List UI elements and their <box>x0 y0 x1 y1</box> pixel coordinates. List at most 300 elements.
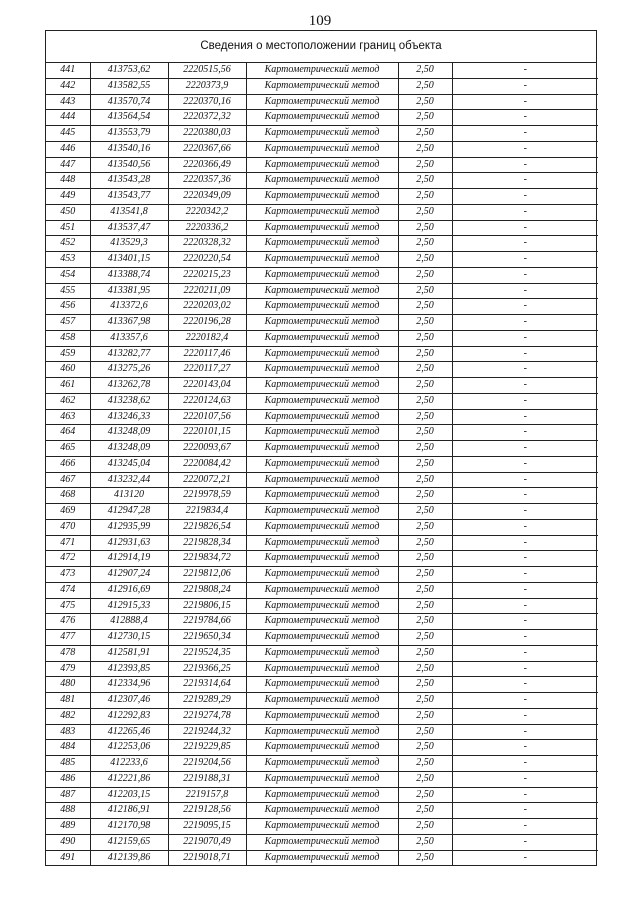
x-coordinate-cell: 412916,69 <box>90 582 168 598</box>
method-cell: Картометрический метод <box>246 220 398 236</box>
description-cell: - <box>452 362 598 378</box>
x-coordinate-cell: 413245,04 <box>90 456 168 472</box>
method-cell: Картометрический метод <box>246 283 398 299</box>
boundary-points-table <box>46 63 598 865</box>
table-row <box>46 582 598 598</box>
method-cell: Картометрический метод <box>246 645 398 661</box>
point-number-cell: 489 <box>46 819 90 835</box>
point-number-cell: 463 <box>46 409 90 425</box>
description-cell: - <box>452 141 598 157</box>
method-cell: Картометрический метод <box>246 378 398 394</box>
y-coordinate-cell: 2220117,46 <box>168 346 246 362</box>
x-coordinate-cell: 412935,99 <box>90 519 168 535</box>
method-cell: Картометрический метод <box>246 661 398 677</box>
x-coordinate-cell: 413753,62 <box>90 63 168 78</box>
table-row <box>46 267 598 283</box>
table-row <box>46 850 598 865</box>
method-cell: Картометрический метод <box>246 362 398 378</box>
y-coordinate-cell: 2219978,59 <box>168 488 246 504</box>
description-cell: - <box>452 63 598 78</box>
description-cell: - <box>452 614 598 630</box>
accuracy-cell: 2,50 <box>398 771 452 787</box>
table-row <box>46 110 598 126</box>
accuracy-cell: 2,50 <box>398 551 452 567</box>
point-number-cell: 461 <box>46 378 90 394</box>
point-number-cell: 485 <box>46 756 90 772</box>
table-row <box>46 756 598 772</box>
point-number-cell: 471 <box>46 535 90 551</box>
table-row <box>46 740 598 756</box>
y-coordinate-cell: 2219808,24 <box>168 582 246 598</box>
description-cell: - <box>452 189 598 205</box>
description-cell: - <box>452 94 598 110</box>
y-coordinate-cell: 2219784,66 <box>168 614 246 630</box>
table-row <box>46 409 598 425</box>
point-number-cell: 455 <box>46 283 90 299</box>
point-number-cell: 449 <box>46 189 90 205</box>
x-coordinate-cell: 413357,6 <box>90 330 168 346</box>
table-row <box>46 362 598 378</box>
x-coordinate-cell: 413540,16 <box>90 141 168 157</box>
description-cell: - <box>452 315 598 331</box>
method-cell: Картометрический метод <box>246 551 398 567</box>
x-coordinate-cell: 412203,15 <box>90 787 168 803</box>
point-number-cell: 457 <box>46 315 90 331</box>
x-coordinate-cell: 413248,09 <box>90 425 168 441</box>
description-cell: - <box>452 724 598 740</box>
y-coordinate-cell: 2219018,71 <box>168 850 246 865</box>
table-row <box>46 441 598 457</box>
y-coordinate-cell: 2220373,9 <box>168 78 246 94</box>
x-coordinate-cell: 413388,74 <box>90 267 168 283</box>
y-coordinate-cell: 2219834,72 <box>168 551 246 567</box>
description-cell: - <box>452 567 598 583</box>
accuracy-cell: 2,50 <box>398 488 452 504</box>
table-row <box>46 393 598 409</box>
y-coordinate-cell: 2220380,03 <box>168 126 246 142</box>
accuracy-cell: 2,50 <box>398 362 452 378</box>
accuracy-cell: 2,50 <box>398 283 452 299</box>
description-cell: - <box>452 771 598 787</box>
y-coordinate-cell: 2220093,67 <box>168 441 246 457</box>
table-row <box>46 236 598 252</box>
description-cell: - <box>452 173 598 189</box>
point-number-cell: 476 <box>46 614 90 630</box>
accuracy-cell: 2,50 <box>398 535 452 551</box>
method-cell: Картометрический метод <box>246 488 398 504</box>
point-number-cell: 482 <box>46 708 90 724</box>
y-coordinate-cell: 2220211,09 <box>168 283 246 299</box>
accuracy-cell: 2,50 <box>398 110 452 126</box>
description-cell: - <box>452 740 598 756</box>
point-number-cell: 448 <box>46 173 90 189</box>
point-number-cell: 470 <box>46 519 90 535</box>
table-row <box>46 661 598 677</box>
description-cell: - <box>452 630 598 646</box>
y-coordinate-cell: 2220101,15 <box>168 425 246 441</box>
y-coordinate-cell: 2219806,15 <box>168 598 246 614</box>
x-coordinate-cell: 413570,74 <box>90 94 168 110</box>
accuracy-cell: 2,50 <box>398 724 452 740</box>
y-coordinate-cell: 2219229,85 <box>168 740 246 756</box>
table-row <box>46 724 598 740</box>
point-number-cell: 473 <box>46 567 90 583</box>
description-cell: - <box>452 393 598 409</box>
description-cell: - <box>452 267 598 283</box>
point-number-cell: 451 <box>46 220 90 236</box>
y-coordinate-cell: 2220372,32 <box>168 110 246 126</box>
point-number-cell: 453 <box>46 252 90 268</box>
accuracy-cell: 2,50 <box>398 850 452 865</box>
y-coordinate-cell: 2220084,42 <box>168 456 246 472</box>
x-coordinate-cell: 412221,86 <box>90 771 168 787</box>
method-cell: Картометрический метод <box>246 330 398 346</box>
table-row <box>46 598 598 614</box>
x-coordinate-cell: 412334,96 <box>90 677 168 693</box>
x-coordinate-cell: 413553,79 <box>90 126 168 142</box>
method-cell: Картометрический метод <box>246 189 398 205</box>
table-row <box>46 94 598 110</box>
table-row <box>46 488 598 504</box>
table-row <box>46 834 598 850</box>
method-cell: Картометрический метод <box>246 708 398 724</box>
x-coordinate-cell: 413246,33 <box>90 409 168 425</box>
accuracy-cell: 2,50 <box>398 567 452 583</box>
description-cell: - <box>452 330 598 346</box>
description-cell: - <box>452 441 598 457</box>
x-coordinate-cell: 412907,24 <box>90 567 168 583</box>
accuracy-cell: 2,50 <box>398 94 452 110</box>
x-coordinate-cell: 413248,09 <box>90 441 168 457</box>
point-number-cell: 478 <box>46 645 90 661</box>
y-coordinate-cell: 2220367,66 <box>168 141 246 157</box>
x-coordinate-cell: 412170,98 <box>90 819 168 835</box>
y-coordinate-cell: 2220515,56 <box>168 63 246 78</box>
x-coordinate-cell: 413543,28 <box>90 173 168 189</box>
method-cell: Картометрический метод <box>246 598 398 614</box>
y-coordinate-cell: 2220328,32 <box>168 236 246 252</box>
point-number-cell: 481 <box>46 693 90 709</box>
description-cell: - <box>452 787 598 803</box>
accuracy-cell: 2,50 <box>398 504 452 520</box>
method-cell: Картометрический метод <box>246 409 398 425</box>
table-row <box>46 819 598 835</box>
accuracy-cell: 2,50 <box>398 157 452 173</box>
method-cell: Картометрический метод <box>246 787 398 803</box>
x-coordinate-cell: 413262,78 <box>90 378 168 394</box>
x-coordinate-cell: 412914,19 <box>90 551 168 567</box>
table-row <box>46 346 598 362</box>
y-coordinate-cell: 2219204,56 <box>168 756 246 772</box>
accuracy-cell: 2,50 <box>398 756 452 772</box>
accuracy-cell: 2,50 <box>398 614 452 630</box>
method-cell: Картометрический метод <box>246 425 398 441</box>
accuracy-cell: 2,50 <box>398 141 452 157</box>
accuracy-cell: 2,50 <box>398 78 452 94</box>
accuracy-cell: 2,50 <box>398 126 452 142</box>
accuracy-cell: 2,50 <box>398 645 452 661</box>
description-cell: - <box>452 157 598 173</box>
description-cell: - <box>452 110 598 126</box>
x-coordinate-cell: 413367,98 <box>90 315 168 331</box>
point-number-cell: 477 <box>46 630 90 646</box>
point-number-cell: 441 <box>46 63 90 78</box>
accuracy-cell: 2,50 <box>398 330 452 346</box>
point-number-cell: 486 <box>46 771 90 787</box>
description-cell: - <box>452 645 598 661</box>
method-cell: Картометрический метод <box>246 173 398 189</box>
table-row <box>46 299 598 315</box>
point-number-cell: 467 <box>46 472 90 488</box>
table-body <box>46 63 598 865</box>
accuracy-cell: 2,50 <box>398 299 452 315</box>
table-row <box>46 519 598 535</box>
y-coordinate-cell: 2220107,56 <box>168 409 246 425</box>
point-number-cell: 491 <box>46 850 90 865</box>
description-cell: - <box>452 504 598 520</box>
x-coordinate-cell: 412186,91 <box>90 803 168 819</box>
point-number-cell: 483 <box>46 724 90 740</box>
table-row <box>46 708 598 724</box>
x-coordinate-cell: 413238,62 <box>90 393 168 409</box>
table-row <box>46 645 598 661</box>
method-cell: Картометрический метод <box>246 472 398 488</box>
method-cell: Картометрический метод <box>246 299 398 315</box>
method-cell: Картометрический метод <box>246 204 398 220</box>
table-title: Сведения о местоположении границ объекта <box>46 31 596 63</box>
point-number-cell: 446 <box>46 141 90 157</box>
x-coordinate-cell: 413582,55 <box>90 78 168 94</box>
x-coordinate-cell: 412292,83 <box>90 708 168 724</box>
accuracy-cell: 2,50 <box>398 236 452 252</box>
description-cell: - <box>452 803 598 819</box>
method-cell: Картометрический метод <box>246 630 398 646</box>
description-cell: - <box>452 519 598 535</box>
table-row <box>46 330 598 346</box>
method-cell: Картометрический метод <box>246 834 398 850</box>
description-cell: - <box>452 488 598 504</box>
x-coordinate-cell: 413120 <box>90 488 168 504</box>
y-coordinate-cell: 2220182,4 <box>168 330 246 346</box>
point-number-cell: 474 <box>46 582 90 598</box>
accuracy-cell: 2,50 <box>398 740 452 756</box>
table-row <box>46 126 598 142</box>
table-row <box>46 504 598 520</box>
table-row <box>46 78 598 94</box>
accuracy-cell: 2,50 <box>398 519 452 535</box>
method-cell: Картометрический метод <box>246 519 398 535</box>
table-row <box>46 567 598 583</box>
method-cell: Картометрический метод <box>246 677 398 693</box>
x-coordinate-cell: 413564,54 <box>90 110 168 126</box>
x-coordinate-cell: 413381,95 <box>90 283 168 299</box>
description-cell: - <box>452 551 598 567</box>
point-number-cell: 459 <box>46 346 90 362</box>
accuracy-cell: 2,50 <box>398 267 452 283</box>
point-number-cell: 475 <box>46 598 90 614</box>
method-cell: Картометрический метод <box>246 141 398 157</box>
method-cell: Картометрический метод <box>246 110 398 126</box>
x-coordinate-cell: 412581,91 <box>90 645 168 661</box>
x-coordinate-cell: 412265,46 <box>90 724 168 740</box>
table-row <box>46 141 598 157</box>
description-cell: - <box>452 708 598 724</box>
accuracy-cell: 2,50 <box>398 393 452 409</box>
x-coordinate-cell: 413540,56 <box>90 157 168 173</box>
description-cell: - <box>452 582 598 598</box>
y-coordinate-cell: 2219826,54 <box>168 519 246 535</box>
table-row <box>46 220 598 236</box>
x-coordinate-cell: 413372,6 <box>90 299 168 315</box>
point-number-cell: 490 <box>46 834 90 850</box>
point-number-cell: 464 <box>46 425 90 441</box>
point-number-cell: 488 <box>46 803 90 819</box>
y-coordinate-cell: 2219095,15 <box>168 819 246 835</box>
description-cell: - <box>452 456 598 472</box>
point-number-cell: 484 <box>46 740 90 756</box>
table-row <box>46 173 598 189</box>
table-row <box>46 425 598 441</box>
table-row <box>46 630 598 646</box>
table-row <box>46 771 598 787</box>
y-coordinate-cell: 2220342,2 <box>168 204 246 220</box>
x-coordinate-cell: 412307,46 <box>90 693 168 709</box>
point-number-cell: 479 <box>46 661 90 677</box>
y-coordinate-cell: 2219274,78 <box>168 708 246 724</box>
accuracy-cell: 2,50 <box>398 441 452 457</box>
method-cell: Картометрический метод <box>246 819 398 835</box>
y-coordinate-cell: 2220366,49 <box>168 157 246 173</box>
method-cell: Картометрический метод <box>246 78 398 94</box>
y-coordinate-cell: 2220370,16 <box>168 94 246 110</box>
accuracy-cell: 2,50 <box>398 204 452 220</box>
accuracy-cell: 2,50 <box>398 472 452 488</box>
accuracy-cell: 2,50 <box>398 598 452 614</box>
point-number-cell: 445 <box>46 126 90 142</box>
method-cell: Картометрический метод <box>246 456 398 472</box>
method-cell: Картометрический метод <box>246 724 398 740</box>
description-cell: - <box>452 472 598 488</box>
table-row <box>46 614 598 630</box>
table-row <box>46 204 598 220</box>
table-row <box>46 551 598 567</box>
point-number-cell: 454 <box>46 267 90 283</box>
x-coordinate-cell: 413541,8 <box>90 204 168 220</box>
table-row <box>46 787 598 803</box>
description-cell: - <box>452 598 598 614</box>
point-number-cell: 466 <box>46 456 90 472</box>
description-cell: - <box>452 126 598 142</box>
point-number-cell: 469 <box>46 504 90 520</box>
accuracy-cell: 2,50 <box>398 425 452 441</box>
description-cell: - <box>452 236 598 252</box>
method-cell: Картометрический метод <box>246 614 398 630</box>
x-coordinate-cell: 413282,77 <box>90 346 168 362</box>
description-cell: - <box>452 299 598 315</box>
description-cell: - <box>452 677 598 693</box>
table-row <box>46 378 598 394</box>
description-cell: - <box>452 661 598 677</box>
accuracy-cell: 2,50 <box>398 677 452 693</box>
y-coordinate-cell: 2220143,04 <box>168 378 246 394</box>
table-row <box>46 693 598 709</box>
table-row <box>46 283 598 299</box>
accuracy-cell: 2,50 <box>398 252 452 268</box>
description-cell: - <box>452 346 598 362</box>
y-coordinate-cell: 2219188,31 <box>168 771 246 787</box>
table-row <box>46 803 598 819</box>
x-coordinate-cell: 412233,6 <box>90 756 168 772</box>
table-row <box>46 252 598 268</box>
description-cell: - <box>452 283 598 299</box>
x-coordinate-cell: 412947,28 <box>90 504 168 520</box>
accuracy-cell: 2,50 <box>398 819 452 835</box>
description-cell: - <box>452 378 598 394</box>
x-coordinate-cell: 412915,33 <box>90 598 168 614</box>
description-cell: - <box>452 756 598 772</box>
x-coordinate-cell: 413537,47 <box>90 220 168 236</box>
y-coordinate-cell: 2219812,06 <box>168 567 246 583</box>
point-number-cell: 450 <box>46 204 90 220</box>
point-number-cell: 480 <box>46 677 90 693</box>
y-coordinate-cell: 2220203,02 <box>168 299 246 315</box>
method-cell: Картометрический метод <box>246 850 398 865</box>
table-row <box>46 677 598 693</box>
accuracy-cell: 2,50 <box>398 220 452 236</box>
accuracy-cell: 2,50 <box>398 630 452 646</box>
x-coordinate-cell: 412393,85 <box>90 661 168 677</box>
accuracy-cell: 2,50 <box>398 693 452 709</box>
method-cell: Картометрический метод <box>246 441 398 457</box>
accuracy-cell: 2,50 <box>398 456 452 472</box>
method-cell: Картометрический метод <box>246 236 398 252</box>
accuracy-cell: 2,50 <box>398 346 452 362</box>
method-cell: Картометрический метод <box>246 693 398 709</box>
y-coordinate-cell: 2219314,64 <box>168 677 246 693</box>
y-coordinate-cell: 2219650,34 <box>168 630 246 646</box>
point-number-cell: 462 <box>46 393 90 409</box>
x-coordinate-cell: 412888,4 <box>90 614 168 630</box>
point-number-cell: 456 <box>46 299 90 315</box>
y-coordinate-cell: 2219244,32 <box>168 724 246 740</box>
description-cell: - <box>452 409 598 425</box>
accuracy-cell: 2,50 <box>398 189 452 205</box>
point-number-cell: 468 <box>46 488 90 504</box>
accuracy-cell: 2,50 <box>398 787 452 803</box>
description-cell: - <box>452 819 598 835</box>
accuracy-cell: 2,50 <box>398 315 452 331</box>
method-cell: Картометрический метод <box>246 157 398 173</box>
y-coordinate-cell: 2219157,8 <box>168 787 246 803</box>
description-cell: - <box>452 252 598 268</box>
table-row <box>46 535 598 551</box>
method-cell: Картометрический метод <box>246 94 398 110</box>
table-row <box>46 456 598 472</box>
y-coordinate-cell: 2220072,21 <box>168 472 246 488</box>
y-coordinate-cell: 2220349,09 <box>168 189 246 205</box>
table-row <box>46 189 598 205</box>
description-cell: - <box>452 834 598 850</box>
method-cell: Картометрический метод <box>246 771 398 787</box>
method-cell: Картометрический метод <box>246 252 398 268</box>
accuracy-cell: 2,50 <box>398 409 452 425</box>
description-cell: - <box>452 693 598 709</box>
point-number-cell: 487 <box>46 787 90 803</box>
boundary-table-frame <box>45 30 597 866</box>
y-coordinate-cell: 2220196,28 <box>168 315 246 331</box>
method-cell: Картометрический метод <box>246 504 398 520</box>
method-cell: Картометрический метод <box>246 315 398 331</box>
